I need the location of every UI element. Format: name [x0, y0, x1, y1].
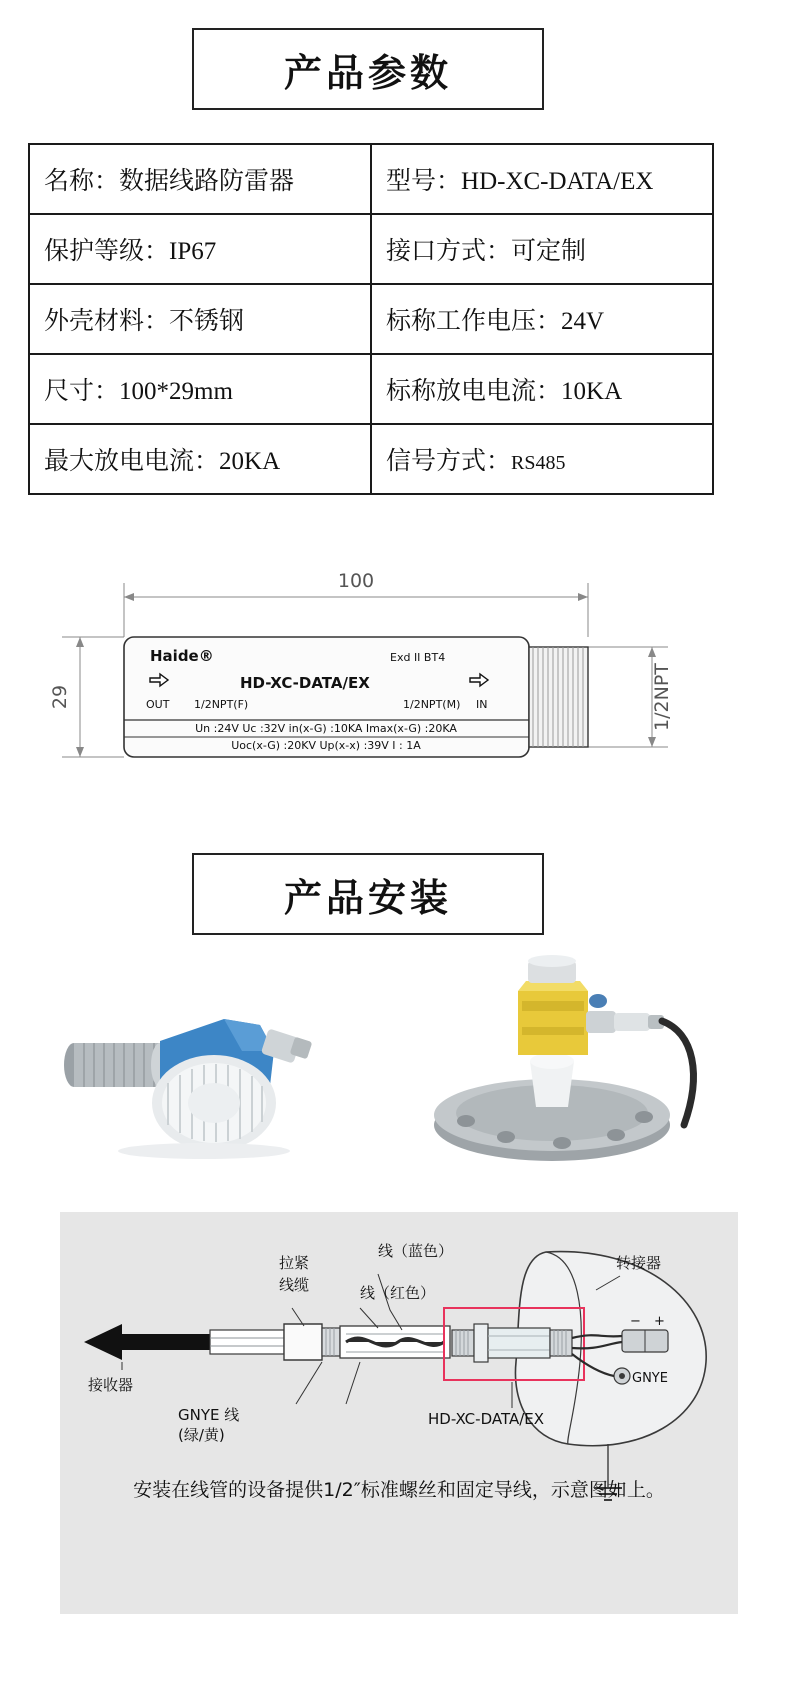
cell-label: 外壳材料：	[44, 308, 170, 335]
table-row	[29, 214, 713, 284]
installation-photo-blue-transmitter	[28, 955, 358, 1175]
product-dimension-drawing	[0, 545, 798, 820]
installation-photos	[0, 955, 798, 1185]
cell-label: 接口方式：	[386, 238, 512, 265]
gnye-terminal-label: GNYE	[632, 1371, 668, 1386]
cell-label: 保护等级：	[44, 238, 170, 265]
device-brand-label: Haide®	[150, 647, 214, 665]
cell-label: 标称工作电压：	[386, 308, 562, 335]
section-title-text: 产品安装	[283, 875, 452, 920]
section-title-product-parameters	[192, 28, 544, 110]
table-row	[29, 424, 713, 494]
cell-value: 24V	[561, 308, 605, 335]
dimension-length-label: 100	[337, 570, 375, 592]
table-cell-protection-level	[29, 214, 371, 284]
dimension-thread-label: 1/2NPT	[651, 663, 673, 731]
cell-label: 信号方式：	[386, 448, 512, 475]
table-cell-size	[29, 354, 371, 424]
label-pull-cable-line1: 拉紧	[278, 1254, 310, 1272]
cell-label: 标称放电电流：	[386, 378, 562, 405]
label-wire-blue: 线（蓝色）	[378, 1242, 454, 1260]
label-adapter: 转接器	[616, 1254, 662, 1272]
cell-value: 数据线路防雷器	[119, 168, 295, 195]
device-spec-line-1: Un :24V Uc :32V in(x-G) :10KA Imax(x-G) :20KA	[195, 722, 457, 735]
table-cell-nominal-discharge-current	[371, 354, 713, 424]
label-receiver: 接收器	[88, 1376, 134, 1394]
table-row	[29, 354, 713, 424]
device-port-out-label: OUT	[146, 698, 170, 711]
cell-value: 100*29mm	[119, 378, 233, 405]
cell-label: 名称：	[44, 168, 120, 195]
cell-label: 最大放电电流：	[44, 448, 220, 475]
section-title-text: 产品参数	[283, 50, 452, 95]
table-row	[29, 284, 713, 354]
label-gnye-wire-line2: (绿/黄)	[178, 1426, 225, 1444]
cell-value: 不锈钢	[169, 308, 245, 335]
terminal-plus-label: +	[654, 1314, 665, 1329]
cell-label: 型号：	[386, 168, 462, 195]
device-model-label: HD-XC-DATA/EX	[240, 674, 370, 692]
cell-value: HD-XC-DATA/EX	[461, 168, 654, 195]
wiring-diagram-caption: 安装在线管的设备提供1/2″标准螺丝和固定导线，示意图如上。	[133, 1479, 665, 1501]
table-cell-nominal-voltage	[371, 284, 713, 354]
cell-value: 10KA	[561, 378, 623, 405]
label-wire-red: 线（红色）	[360, 1284, 436, 1302]
table-cell-max-discharge-current	[29, 424, 371, 494]
table-cell-model	[371, 144, 713, 214]
cell-label: 尺寸：	[44, 378, 120, 405]
cell-value: 20KA	[219, 448, 281, 475]
table-cell-interface-type	[371, 214, 713, 284]
table-cell-shell-material	[29, 284, 371, 354]
terminal-minus-label: −	[630, 1314, 641, 1329]
device-ex-mark-label: Exd II BT4	[390, 651, 446, 664]
device-port-out-thread-label: 1/2NPT(F)	[194, 698, 249, 711]
cell-value: RS485	[511, 452, 566, 474]
cell-value: 可定制	[511, 238, 587, 265]
wiring-diagram-panel	[60, 1212, 738, 1614]
section-title-product-installation	[192, 853, 544, 935]
table-row	[29, 144, 713, 214]
cell-value: IP67	[169, 238, 217, 265]
label-gnye-wire-line1: GNYE 线	[178, 1406, 240, 1424]
label-pull-cable-line2: 线缆	[278, 1276, 310, 1294]
product-parameters-table	[28, 143, 714, 495]
device-port-in-label: IN	[476, 698, 488, 711]
table-cell-name	[29, 144, 371, 214]
dimension-height-label: 29	[49, 684, 71, 710]
device-port-in-thread-label: 1/2NPT(M)	[403, 698, 461, 711]
device-spec-line-2: Uoc(x-G) :20KV Up(x-x) :39V I : 1A	[231, 739, 421, 752]
installation-photo-explosion-proof-transmitter	[402, 955, 732, 1175]
table-cell-signal-type	[371, 424, 713, 494]
label-device-model: HD-XC-DATA/EX	[428, 1410, 545, 1428]
